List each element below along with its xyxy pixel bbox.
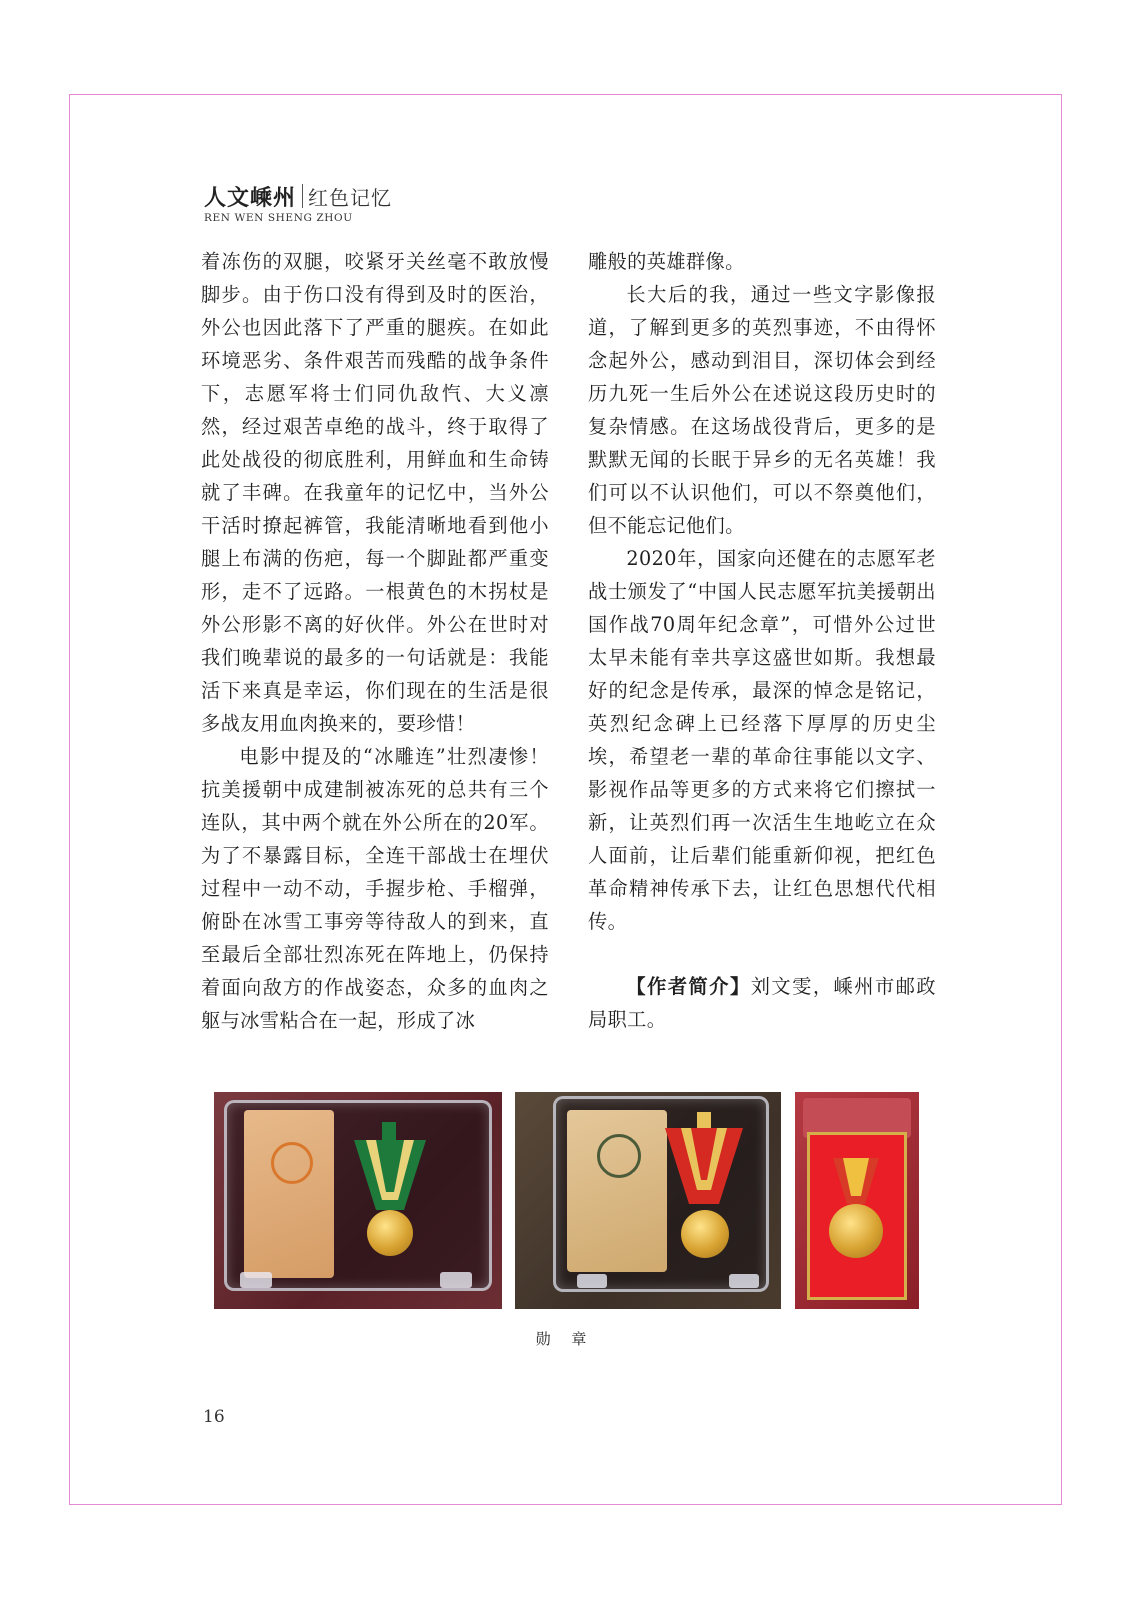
section-title: 红色记忆: [308, 185, 393, 210]
ribbon-top: [382, 1122, 396, 1142]
medal-photo-2: [515, 1092, 781, 1309]
figure-caption: 勋 章: [535, 1330, 595, 1348]
brand-title: 人文嵊州: [204, 184, 297, 211]
running-header: [204, 181, 392, 224]
paragraph: 电影中提及的“冰雕连”壮烈凄惨！抗美援朝中成建制被冻死的总共有三个连队，其中两个就在外公所在的20军。为了不暴露目标，全连干部战士在埋伏过程中一动不动，手握步枪、手榴弹，俯卧在冰雪工事旁等待敌人的到来，直至最后全部壮烈冻死在阵地上，仍保持着面向敌方的作战姿态，众多的血肉之躯与冰雪粘合在一起，形成了冰: [201, 745, 549, 1032]
author-bio: [588, 970, 936, 1036]
paragraph: 长大后的我，通过一些文字影像报道，了解到更多的英烈事迹，不由得怀念起外公，感动到泪目，深切体会到经历九死一生后外公在述说这段历史时的复杂情感。在这场战役背后，更多的是默默无闻的长眠于异乡的无名英雄！我们可以不认识他们，可以不祭奠他们，但不能忘记他们。: [588, 283, 936, 537]
brand-title-pinyin: REN WEN SHENG ZHOU: [204, 212, 353, 224]
medal-photo-1: [214, 1092, 502, 1309]
paragraph: 雕般的英雄群像。: [588, 250, 745, 273]
page-number: 16: [203, 1407, 225, 1427]
paragraph: 2020年，国家向还健在的志愿军老战士颁发了“中国人民志愿军抗美援朝出国作战70周年纪念章”，可惜外公过世太早未能有幸共享这盛世如斯。我想最好的纪念是传承，最深的悼念是铭记，英烈纪念碑上已经落下厚厚的历史尘埃，希望老一辈的革命往事能以文字、影视作品等更多的方式来将它们擦拭一新，让英烈们再一次活生生地屹立在众人面前，让后辈们能重新仰视，把红色革命精神传承下去，让红色思想代代相传。: [588, 547, 936, 933]
author-bio-label: 【作者简介】: [626, 975, 751, 998]
article-right-column: [588, 245, 936, 1036]
medal-icon: [829, 1204, 883, 1258]
medal-icon: [681, 1210, 729, 1258]
case-stand: [577, 1274, 607, 1288]
case-stand: [729, 1274, 759, 1288]
medal-ribbon-icon: [833, 1158, 879, 1204]
medal-photo-3: [795, 1092, 919, 1309]
certificate-envelope: [244, 1110, 334, 1278]
green-ribbon-icon: [354, 1140, 426, 1210]
national-emblem-icon: [597, 1134, 641, 1178]
case-stand: [440, 1272, 472, 1288]
national-emblem-icon: [271, 1142, 313, 1184]
author-bio-text: 刘文雯，嵊州市邮政局职工。: [588, 975, 936, 1031]
paragraph: 着冻伤的双腿，咬紧牙关丝毫不敢放慢脚步。由于伤口没有得到及时的医治，外公也因此落下了严重的腿疾。在如此环境恶劣、条件艰苦而残酷的战争条件下，志愿军将士们同仇敌忾、大义凛然，经过艰苦卓绝的战斗，终于取得了此处战役的彻底胜利，用鲜血和生命铸就了丰碑。在我童年的记忆中，当外公干活时撩起裤管，我能清晰地看到他小腿上布满的伤疤，每一个脚趾都严重变形，走不了远路。一根黄色的木拐杖是外公形影不离的好伙伴。外公在世时对我们晚辈说的最多的一句话就是：我能活下来真是幸运，你们现在的生活是很多战友用血肉换来的，要珍惜！: [201, 250, 549, 735]
header-title-row: [204, 181, 392, 211]
header-divider: [302, 184, 303, 208]
case-stand: [240, 1272, 272, 1288]
red-ribbon-icon: [665, 1128, 743, 1204]
article-left-column: [201, 245, 549, 1037]
medal-icon: [367, 1210, 413, 1256]
